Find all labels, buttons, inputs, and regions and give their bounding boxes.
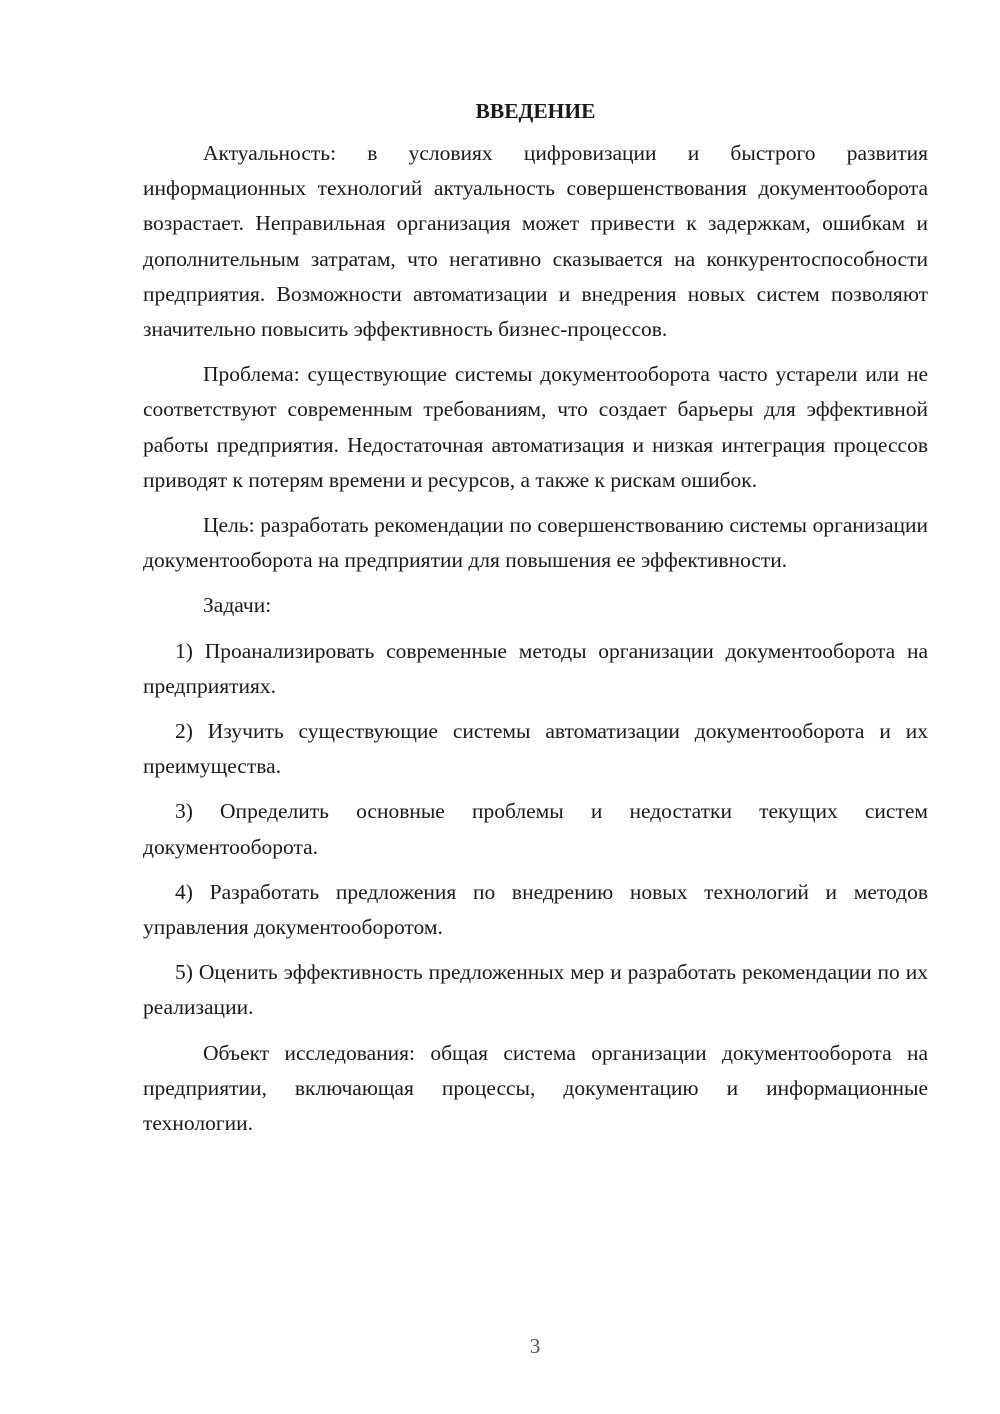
paragraph-problem: Проблема: существующие системы документооборота часто устарели или не соответствуют современным требованиям, что создает барьеры для эффективной работы предприятия. Недостаточная автоматизация и низкая интеграция процессов приводят к потерям времени и ресурсов, а также к рискам ошибок. <box>143 362 928 492</box>
task-item-4: 4) Разработать предложения по внедрению новых технологий и методов управления документооборотом. <box>143 879 928 940</box>
paragraph-goal: Цель: разработать рекомендации по совершенствованию системы организации документооборота на предприятии для повышения ее эффективности. <box>143 513 928 573</box>
task-item-1: 1) Проанализировать современные методы организации документооборота на предприятиях. <box>143 638 928 698</box>
paragraph-object: Объект исследования: общая система организации документооборота на предприятии, включающая процессы, документацию и информационные технологии. <box>143 1040 928 1136</box>
page-title: ВВЕДЕНИЕ <box>475 99 596 123</box>
paragraph-relevance: Актуальность: в условиях цифровизации и быстрого развития информационных технологий актуальность совершенствования документооборота возрастает. Неправильная организация может привести к задержкам, ошибкам и дополнительным затратам, что негативно сказывается на конкурентоспособности предприятия. Возможности автоматизации и внедрения новых систем позволяют значительно повысить эффективность бизнес-процессов. <box>143 141 928 342</box>
task-list <box>143 634 928 1026</box>
page-number: 3 <box>529 1334 541 1358</box>
task-item-2: 2) Изучить существующие системы автоматизации документооборота и их преимущества. <box>143 719 928 779</box>
document-page <box>143 96 928 1151</box>
task-item-3: 3) Определить основные проблемы и недостатки текущих систем документооборота. <box>143 799 928 859</box>
tasks-heading: Задачи: <box>203 593 272 618</box>
task-item-5: 5) Оценить эффективность предложенных мер и разработать рекомендации по их реализации. <box>143 960 928 1020</box>
